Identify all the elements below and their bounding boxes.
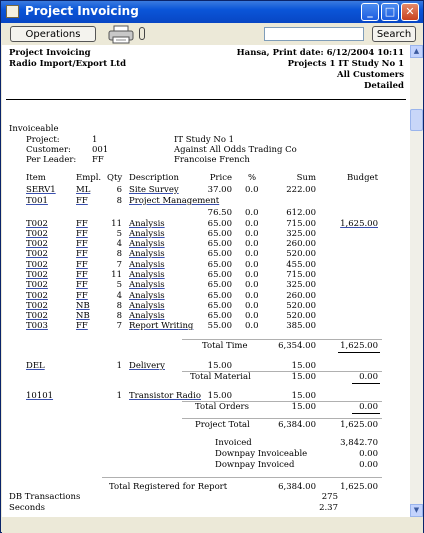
project-total-sum: 6,384.00 (278, 420, 316, 430)
row-price: 65.00 (207, 270, 232, 280)
row-percent: 0.0 (245, 301, 259, 311)
row-percent: 0.0 (245, 219, 259, 229)
order-item-link[interactable]: 10101 (26, 391, 54, 401)
project-total-budget: 1,625.00 (340, 420, 378, 430)
row-percent: 0.0 (245, 270, 259, 280)
row-price: 65.00 (207, 280, 232, 290)
row-qty: 8 (116, 196, 122, 206)
col-price: Price (209, 173, 232, 183)
row-item-link[interactable]: T002 (26, 219, 48, 229)
scroll-down-arrow-icon[interactable]: ▼ (410, 504, 423, 517)
row-item-link[interactable]: T002 (26, 291, 48, 301)
row-qty: 4 (116, 239, 122, 249)
customer-name: Against All Odds Trading Co (174, 145, 297, 155)
db-transactions-value: 275 (321, 492, 338, 502)
downpay-invoiced-value: 0.00 (359, 460, 378, 470)
row-sum: 455.00 (286, 260, 316, 270)
row-qty: 8 (116, 311, 122, 321)
document-icon (6, 5, 19, 18)
row-price: 65.00 (207, 219, 232, 229)
report-title: Project Invoicing (9, 48, 91, 58)
row-sum: 385.00 (286, 321, 316, 331)
window-title: Project Invoicing (25, 4, 139, 18)
seconds-value: 2.37 (319, 503, 338, 513)
order-sum: 15.00 (291, 391, 316, 401)
total-material-label: Total Material (190, 372, 251, 382)
maximize-button[interactable]: □ (381, 3, 399, 21)
row-price: 65.00 (207, 239, 232, 249)
row-price: 65.00 (207, 311, 232, 321)
row-employee-link[interactable]: NB (76, 311, 90, 321)
print-info: Hansa, Print date: 6/12/2004 10:11 (236, 48, 404, 58)
col-empl: Empl. (76, 173, 102, 183)
customer-label: Customer: (26, 145, 71, 155)
company-name: Radio Import/Export Ltd (9, 59, 127, 69)
row-description-link[interactable]: Analysis (129, 280, 165, 290)
row-sum: 325.00 (286, 229, 316, 239)
col-percent: % (248, 173, 257, 183)
project-label: Project: (26, 135, 60, 145)
row-employee-link[interactable]: FF (76, 270, 88, 280)
db-transactions-label: DB Transactions (9, 492, 81, 502)
col-sum: Sum (296, 173, 316, 183)
invoiced-value: 3,842.70 (340, 438, 378, 448)
total-orders-budget: 0.00 (359, 402, 378, 412)
leader-code: FF (92, 155, 104, 165)
project-range: Projects 1 IT Study No 1 (287, 59, 404, 69)
row-employee-link[interactable]: NB (76, 301, 90, 311)
row-percent: 0.0 (245, 208, 259, 218)
detail-level: Detailed (363, 81, 404, 91)
header-divider (6, 99, 406, 100)
total-material-budget: 0.00 (359, 372, 378, 382)
row-description-link[interactable]: Analysis (129, 229, 165, 239)
row-percent: 0.0 (245, 260, 259, 270)
row-sum: 715.00 (286, 219, 316, 229)
row-item-link[interactable]: T001 (26, 196, 48, 206)
row-qty: 6 (116, 185, 122, 195)
row-item-link[interactable]: T002 (26, 301, 48, 311)
row-description-link[interactable]: Analysis (129, 239, 165, 249)
material-description-link[interactable]: Delivery (129, 361, 165, 371)
order-qty: 1 (116, 391, 122, 401)
total-registered-budget: 1,625.00 (340, 482, 378, 492)
row-description-link[interactable]: Analysis (129, 291, 165, 301)
customer-range: All Customers (336, 70, 404, 80)
total-time-divider (182, 339, 382, 340)
row-sum: 260.00 (286, 291, 316, 301)
report-content (2, 45, 410, 517)
row-qty: 7 (116, 260, 122, 270)
row-sum: 520.00 (286, 301, 316, 311)
row-price: 65.00 (207, 249, 232, 259)
row-percent: 0.0 (245, 321, 259, 331)
search-button[interactable]: Search (372, 26, 416, 42)
project-name: IT Study No 1 (174, 135, 235, 145)
row-percent: 0.0 (245, 291, 259, 301)
row-item-link[interactable]: T003 (26, 321, 48, 331)
row-price: 55.00 (207, 321, 232, 331)
col-description: Description (129, 173, 179, 183)
row-description-link[interactable]: Analysis (129, 301, 165, 311)
scroll-up-arrow-icon[interactable]: ▲ (410, 45, 423, 58)
leader-label: Per Leader: (26, 155, 77, 165)
row-item-link[interactable]: T002 (26, 270, 48, 280)
row-percent: 0.0 (245, 185, 259, 195)
total-material-sum: 15.00 (291, 372, 316, 382)
material-price: 15.00 (207, 361, 232, 371)
total-time-budget-underline (338, 352, 380, 353)
row-qty: 7 (116, 321, 122, 331)
row-description-link[interactable]: Analysis (129, 270, 165, 280)
row-price: 65.00 (207, 229, 232, 239)
total-time-sum: 6,354.00 (278, 341, 316, 351)
row-employee-link[interactable]: FF (76, 321, 88, 331)
row-employee-link[interactable]: FF (76, 260, 88, 270)
toolbar (2, 23, 422, 45)
row-description-link[interactable]: Analysis (129, 249, 165, 259)
row-percent: 0.0 (245, 229, 259, 239)
row-sum: 520.00 (286, 311, 316, 321)
row-description-link[interactable]: Analysis (129, 260, 165, 270)
close-button[interactable]: ✕ (401, 3, 419, 21)
search-input[interactable] (264, 27, 364, 41)
project-total-divider (182, 418, 382, 419)
row-item-link[interactable]: T002 (26, 229, 48, 239)
row-qty: 8 (116, 249, 122, 259)
customer-number: 001 (92, 145, 109, 155)
row-item-link[interactable]: T002 (26, 249, 48, 259)
row-employee-link[interactable]: FF (76, 280, 88, 290)
row-qty: 4 (116, 291, 122, 301)
row-sum: 325.00 (286, 280, 316, 290)
row-description-link[interactable]: Report Writing (129, 321, 194, 331)
downpay-invoiced-label: Downpay Invoiced (215, 460, 295, 470)
row-qty: 5 (116, 280, 122, 290)
row-qty: 11 (111, 219, 122, 229)
section-title: Invoiceable (9, 124, 59, 134)
total-registered-label: Total Registered for Report (109, 482, 228, 492)
status-bar (2, 517, 423, 533)
row-percent: 0.0 (245, 239, 259, 249)
row-item-link[interactable]: T002 (26, 311, 48, 321)
row-percent: 0.0 (245, 280, 259, 290)
order-price: 15.00 (207, 391, 232, 401)
row-employee-link[interactable]: FF (76, 291, 88, 301)
project-number: 1 (92, 135, 98, 145)
row-employee-link[interactable]: FF (76, 249, 88, 259)
row-description-link[interactable]: Analysis (129, 311, 165, 321)
scroll-thumb[interactable] (410, 109, 423, 131)
row-employee-link[interactable]: FF (76, 229, 88, 239)
row-item-link[interactable]: SERV1 (26, 185, 56, 195)
col-item: Item (26, 173, 46, 183)
order-description-link[interactable]: Transistor Radio (129, 391, 201, 401)
row-price: 76.50 (207, 208, 232, 218)
row-percent: 0.0 (245, 249, 259, 259)
leader-name: Francoise French (174, 155, 250, 165)
total-orders-sum: 15.00 (291, 402, 316, 412)
row-sum: 612.00 (286, 208, 316, 218)
registered-divider (102, 477, 382, 478)
row-price: 65.00 (207, 291, 232, 301)
project-total-label: Project Total (195, 420, 250, 430)
vertical-scrollbar[interactable] (410, 45, 423, 517)
row-item-link[interactable]: T002 (26, 280, 48, 290)
row-description-link[interactable]: Project Management (129, 196, 220, 206)
row-description-link[interactable]: Analysis (129, 219, 165, 229)
row-item-link[interactable]: T002 (26, 260, 48, 270)
row-price: 37.00 (207, 185, 232, 195)
row-employee-link[interactable]: ML (76, 185, 91, 195)
downpay-invoiceable-value: 0.00 (359, 449, 378, 459)
printer-icon[interactable] (108, 25, 134, 44)
title-bar[interactable] (1, 1, 423, 23)
total-material-budget-underline (352, 383, 380, 384)
paperclip-icon[interactable] (139, 27, 145, 40)
col-budget: Budget (346, 173, 378, 183)
downpay-invoiceable-label: Downpay Invoiceable (215, 449, 308, 459)
material-qty: 1 (116, 361, 122, 371)
row-sum: 222.00 (286, 185, 316, 195)
row-budget[interactable]: 1,625.00 (340, 219, 378, 229)
row-employee-link[interactable]: FF (76, 239, 88, 249)
total-time-label: Total Time (202, 341, 248, 351)
minimize-button[interactable]: _ (361, 3, 379, 21)
row-item-link[interactable]: T002 (26, 239, 48, 249)
row-price: 65.00 (207, 260, 232, 270)
total-orders-label: Total Orders (195, 402, 249, 412)
row-employee-link[interactable]: FF (76, 196, 88, 206)
total-orders-budget-underline (352, 413, 380, 414)
row-sum: 715.00 (286, 270, 316, 280)
row-qty: 8 (116, 301, 122, 311)
row-description-link[interactable]: Site Survey (129, 185, 179, 195)
row-qty: 5 (116, 229, 122, 239)
row-employee-link[interactable]: FF (76, 219, 88, 229)
material-item-link[interactable]: DEL (26, 361, 45, 371)
row-qty: 11 (111, 270, 122, 280)
seconds-label: Seconds (9, 503, 46, 513)
invoiced-label: Invoiced (215, 438, 252, 448)
operations-button[interactable]: Operations (10, 26, 96, 42)
col-qty: Qty (107, 173, 123, 183)
total-time-budget: 1,625.00 (340, 341, 378, 351)
material-sum: 15.00 (291, 361, 316, 371)
row-sum: 260.00 (286, 239, 316, 249)
row-sum: 520.00 (286, 249, 316, 259)
total-registered-sum: 6,384.00 (278, 482, 316, 492)
row-price: 65.00 (207, 301, 232, 311)
row-percent: 0.0 (245, 311, 259, 321)
